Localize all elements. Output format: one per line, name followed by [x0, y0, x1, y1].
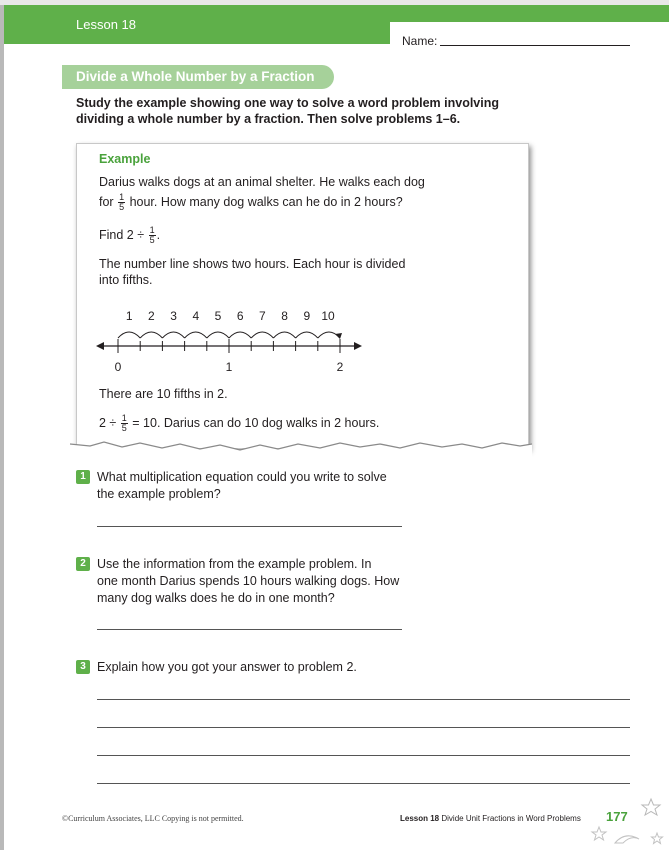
- footer-lesson: [400, 814, 581, 823]
- jump-arc: [296, 332, 318, 338]
- question-3-badge: 3: [76, 660, 90, 674]
- question-3-answer-line[interactable]: [97, 755, 630, 756]
- jump-label: 2: [148, 309, 155, 323]
- question-1-line-1: What multiplication equation could you write to solve: [97, 470, 387, 484]
- jump-arc: [140, 332, 162, 338]
- question-2-line-3: many dog walks does he do in one month?: [97, 591, 335, 605]
- jump-label: 5: [214, 309, 222, 323]
- example-line-2-after: hour. How many dog walks can he do in 2 hours?: [129, 194, 403, 209]
- fraction-numerator: 1: [149, 225, 155, 235]
- example-heading: Example: [99, 152, 151, 166]
- number-line-description-2: into fifths.: [99, 273, 153, 287]
- jump-label: 9: [303, 309, 311, 323]
- arrow-right-icon: [354, 342, 362, 350]
- jump-label: 10: [321, 309, 335, 323]
- tick-label: 1: [225, 360, 233, 374]
- copyright-notice: ©Curriculum Associates, LLC Copying is not permitted.: [62, 814, 244, 823]
- number-line-diagram: [94, 304, 364, 378]
- tick-label: 0: [114, 360, 122, 374]
- question-2-line-2: one month Darius spends 10 hours walking dogs. How: [97, 574, 400, 588]
- page-edge-left: [0, 0, 4, 850]
- question-3-answer-line[interactable]: [97, 727, 630, 728]
- find-expression: [99, 226, 160, 245]
- jump-label: 3: [170, 309, 177, 323]
- fraction-denominator: 5: [121, 423, 127, 433]
- jump-arc: [251, 332, 273, 338]
- question-2-badge: 2: [76, 557, 90, 571]
- fraction-denominator: 5: [149, 235, 155, 245]
- lesson-label: Lesson 18: [76, 17, 136, 32]
- jump-label: 1: [125, 309, 133, 323]
- jump-arc: [229, 332, 251, 338]
- page-number: 177: [606, 809, 628, 824]
- number-line-axis: [96, 339, 362, 374]
- jump-arc: [273, 332, 295, 338]
- number-line-jumps: [118, 309, 342, 339]
- jump-label: 7: [259, 309, 266, 323]
- number-line-description-1: The number line shows two hours. Each hour is divided: [99, 257, 406, 271]
- fraction-numerator: 1: [121, 413, 127, 423]
- answer-line: [99, 414, 379, 433]
- jump-arc: [118, 332, 140, 338]
- example-line-1: Darius walks dogs at an animal shelter. He walks each dog: [99, 175, 425, 189]
- question-2-line-1: Use the information from the example problem. In: [97, 557, 372, 571]
- example-line-2-before: for: [99, 194, 114, 209]
- jump-label: 4: [192, 309, 200, 323]
- question-1-badge: 1: [76, 470, 90, 484]
- question-2-answer-line[interactable]: [97, 629, 402, 630]
- jump-arrowhead-icon: [335, 333, 342, 339]
- fraction-numerator: 1: [119, 192, 125, 202]
- footer-lesson-number: Lesson 18: [400, 814, 440, 823]
- torn-paper-edge: [70, 432, 532, 458]
- fraction-one-fifth: [121, 414, 128, 433]
- jump-arc: [162, 332, 184, 338]
- fraction-denominator: 5: [119, 202, 125, 212]
- question-3-answer-line[interactable]: [97, 699, 630, 700]
- fraction-one-fifth: [118, 193, 125, 212]
- footer-lesson-title: Divide Unit Fractions in Word Problems: [441, 814, 581, 823]
- answer-before: 2 ÷: [99, 415, 117, 430]
- find-label: Find 2 ÷: [99, 227, 145, 242]
- question-1-answer-line[interactable]: [97, 526, 402, 527]
- title-banner: [62, 65, 334, 89]
- fraction-one-fifth: [149, 226, 156, 245]
- jump-label: 8: [281, 309, 288, 323]
- decorative-stars-icon: [585, 795, 669, 850]
- example-line-2: [99, 193, 403, 212]
- answer-after: = 10. Darius can do 10 dog walks in 2 hours.: [132, 415, 380, 430]
- arrow-left-icon: [96, 342, 104, 350]
- result-line: There are 10 fifths in 2.: [99, 387, 228, 401]
- question-1-line-2: the example problem?: [97, 487, 221, 501]
- name-field-line[interactable]: [440, 45, 630, 46]
- jump-arc: [207, 332, 229, 338]
- intro-instructions: Study the example showing one way to solve a word problem involving dividing a whole number by a fraction. Then solve problems 1–6.: [76, 96, 499, 126]
- find-period: .: [156, 227, 161, 242]
- question-3-answer-line[interactable]: [97, 783, 630, 784]
- jump-arc: [185, 332, 207, 338]
- tick-label: 2: [336, 360, 344, 374]
- page-title: Divide a Whole Number by a Fraction: [76, 69, 315, 84]
- name-label: Name:: [402, 34, 438, 48]
- question-3-line-1: Explain how you got your answer to problem 2.: [97, 660, 357, 674]
- jump-label: 6: [236, 309, 244, 323]
